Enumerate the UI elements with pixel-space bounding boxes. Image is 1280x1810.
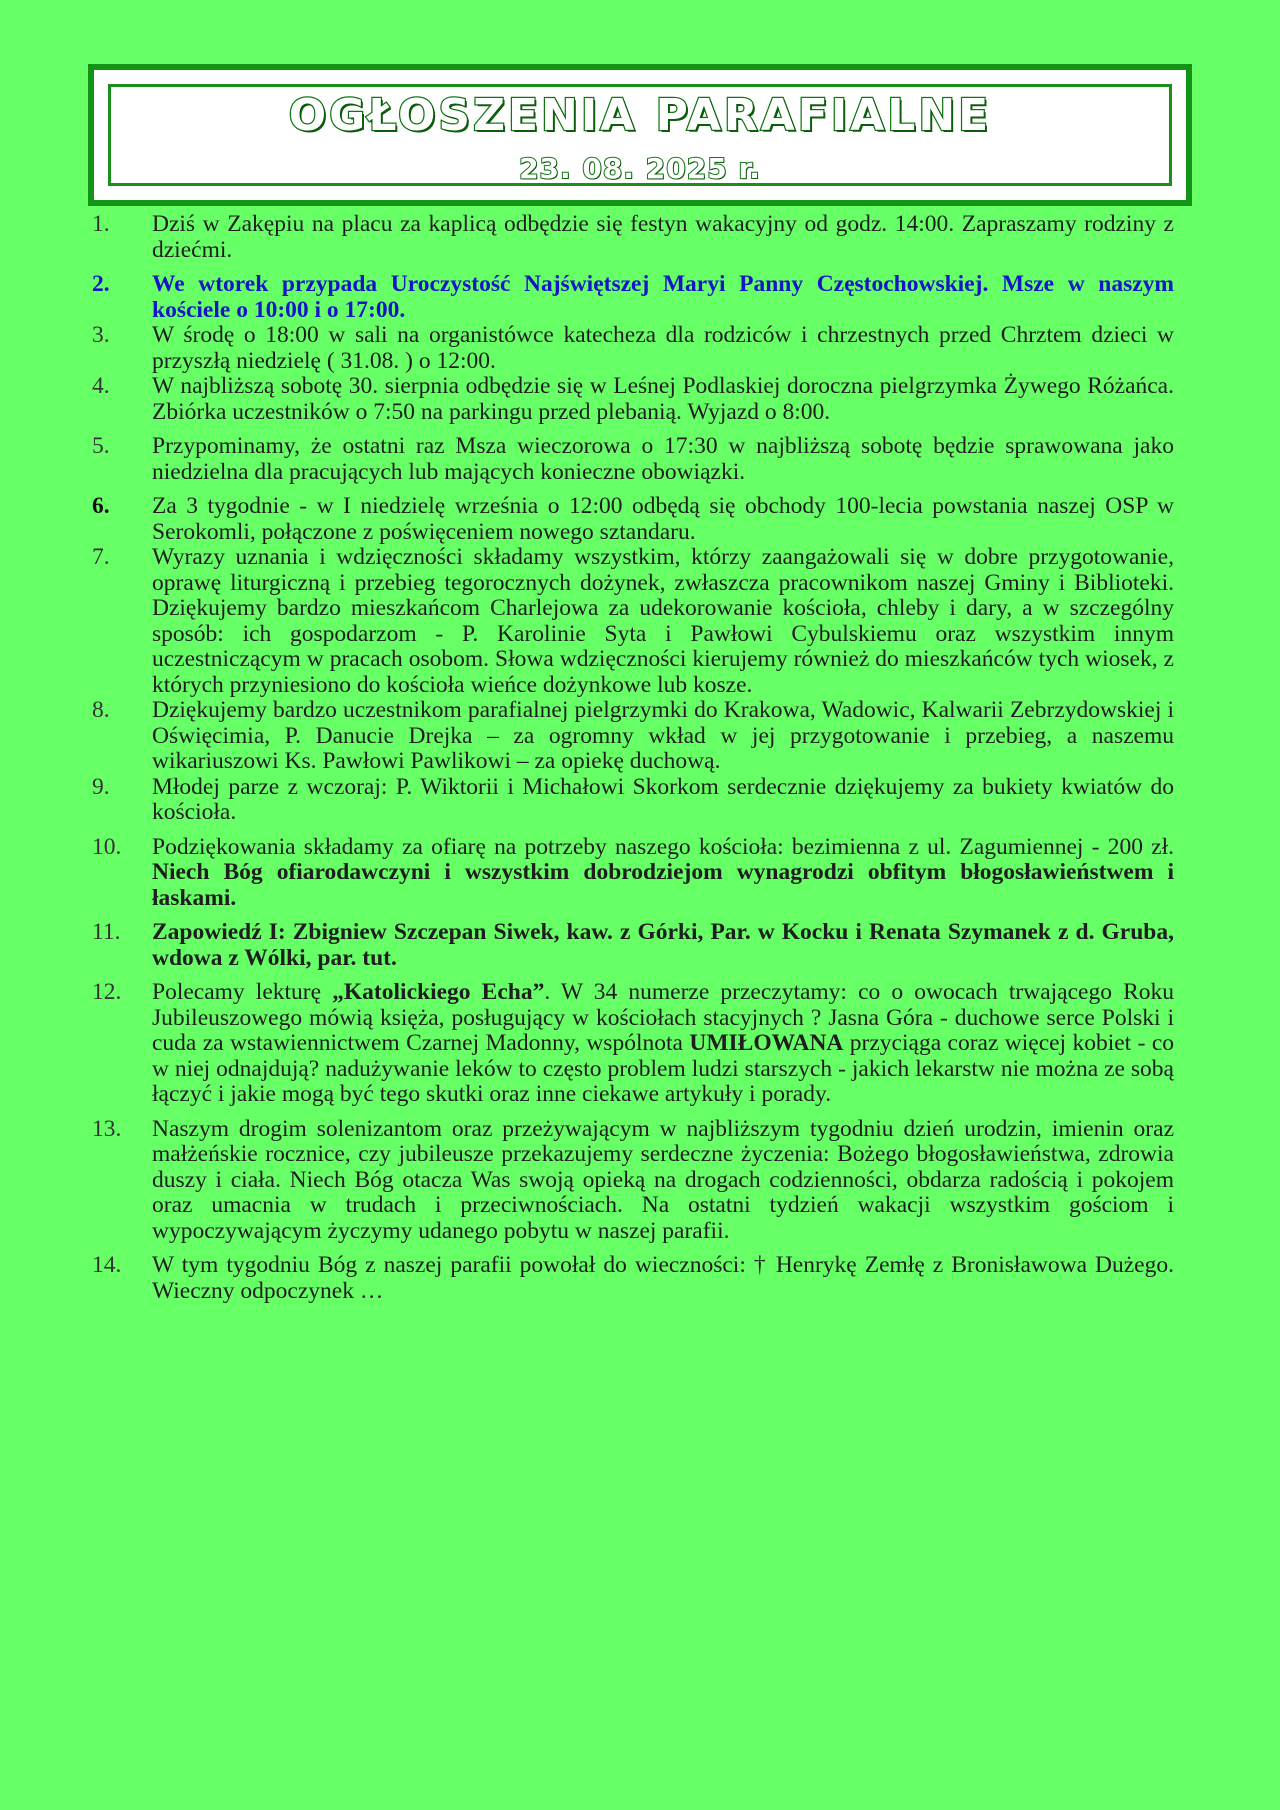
list-item xyxy=(92,323,1174,374)
list-item xyxy=(92,1253,1174,1304)
list-item xyxy=(92,920,1174,971)
item-text: Zapowiedź I: Zbigniew Szczepan Siwek, kaw. z Górki, Par. w Kocku i Renata Szymanek z d. Gruba, wdowa z Wólki, par. tut. xyxy=(152,919,1174,971)
item-text xyxy=(152,835,1174,912)
page-title: OGŁOSZENIA PARAFIALNE xyxy=(288,90,992,141)
item-text: Za 3 tygodnie - w I niedzielę września o 12:00 odbędą się obchody 100-lecia powstania naszej OSP w Serokomli, połączone z poświęceniem nowego sztandaru. xyxy=(152,493,1174,545)
item-number: 2. xyxy=(92,271,110,297)
item-number: 8. xyxy=(92,697,110,723)
list-item xyxy=(92,775,1174,826)
item-text-part: Polecamy lekturę xyxy=(152,979,333,1005)
item-number: 10. xyxy=(92,833,122,860)
list-item xyxy=(92,374,1174,425)
item-text-part: . W 34 numerze przeczytamy: co o owocach trwającego Roku Jubileuszowego mówią księża, posługujący w kościołach stacyjnych ? Jasna Góra - duchowe serce Polski i cuda za wstawiennictwem Czarnej Madonny, wspólnota xyxy=(152,979,1174,1056)
item-number: 14. xyxy=(92,1252,122,1278)
item-text: W tym tygodniu Bóg z naszej parafii powołał do wieczności: † Henrykę Zemłę z Bronisławowa Dużego. Wieczny odpoczynek … xyxy=(152,1252,1174,1304)
item-text: Naszym drogim solenizantom oraz przeżywającym w najbliższym tygodniu dzień urodzin, imienin oraz małżeńskie rocznice, czy jubileusze przekazujemy serdeczne życzenia: Bożego błogosławieństwa, zdrowia duszy i ciała. Niech Bóg otacza Was swoją opieką na drogach codzienności, obdarza radością i pokojem oraz umacnia w trudach i przeciwnościach. Na ostatni tydzień wakacji wszystkim gościom i wypoczywającym życzymy udanego pobytu w naszej parafii. xyxy=(152,1115,1174,1244)
item-text xyxy=(152,980,1174,1108)
list-item xyxy=(92,980,1174,1108)
item-number: 13. xyxy=(92,1115,122,1142)
item-text-bold: „Katolickiego Echa” xyxy=(332,979,545,1005)
list-item xyxy=(92,272,1174,323)
item-text-part: przyciąga coraz więcej kobiet - co w niej odnajdują? nadużywanie leków to często problem ludzi starszych - jakich lekarstw nie można ze sobą łączyć i jakie mogą być tego skutki oraz inne ciekawe artykuły i porady. xyxy=(152,1030,1175,1107)
item-text-part: Podziękowania składamy za ofiarę na potrzeby naszego kościoła: bezimienna z ul. Zagumiennej - 200 zł. xyxy=(152,833,1174,860)
list-item xyxy=(92,494,1174,545)
page-date: 23. 08. 2025 r. xyxy=(519,152,761,185)
list-item xyxy=(92,835,1174,912)
item-text: Młodej parze z wczoraj: P. Wiktorii i Michałowi Skorkom serdecznie dziękujemy za bukiety kwiatów do kościoła. xyxy=(152,773,1174,825)
item-number: 3. xyxy=(92,322,110,348)
item-text-bold: Niech Bóg ofiarodawczyni i wszystkim dobrodziejom wynagrodzi obfitym błogosławieństwem i łaskami. xyxy=(152,859,1174,911)
list-item xyxy=(92,434,1174,485)
item-text: Wyrazy uznania i wdzięczności składamy wszystkim, którzy zaangażowali się w dobre przygotowanie, oprawę liturgiczną i przebieg tegorocznych dożynek, zwłaszcza pracownikom naszej Gminy i Biblioteki. Dziękujemy bardzo mieszkańcom Charlejowa za udekorowanie kościoła, chleby i dary, a w szczególny sposób: ich gospodarzom - P. Karolinie Syta i Pawłowi Cybulskiemu oraz wszystkim innym uczestniczącym w pracach osobom. Słowa wdzięczności kierujemy również do mieszkańców tych wiosek, z których przyniesiono do kościoła wieńce dożynkowe lub kosze. xyxy=(152,544,1174,698)
item-number: 11. xyxy=(92,919,121,945)
item-text: Dziękujemy bardzo uczestnikom parafialnej pielgrzymki do Krakowa, Wadowic, Kalwarii Zebrzydowskiej i Oświęcimia, P. Danucie Drejka – za ogromny wkład w jej przygotowanie i przebieg, a naszemu wikariuszowi Ks. Pawłowi Pawlikowi – za opiekę duchową. xyxy=(152,697,1174,774)
item-number: 5. xyxy=(92,433,110,459)
list-item xyxy=(92,1117,1174,1245)
item-number: 7. xyxy=(92,544,110,570)
item-text-bold: UMIŁOWANA xyxy=(689,1030,844,1056)
list-item xyxy=(92,545,1174,698)
list-item xyxy=(92,698,1174,775)
announcement-list xyxy=(92,212,1174,1304)
item-text: Przypominamy, że ostatni raz Msza wieczorowa o 17:30 w najbliższą sobotę będzie sprawowana jako niedzielna dla pracujących lub mających konieczne obowiązki. xyxy=(152,433,1174,485)
header-box xyxy=(88,64,1192,206)
item-text: W środę o 18:00 w sali na organistówce katecheza dla rodziców i chrzestnych przed Chrztem dzieci w przyszłą niedzielę ( 31.08. ) o 12:00. xyxy=(152,322,1174,374)
item-number: 1. xyxy=(92,211,110,237)
item-text: Dziś w Zakępiu na placu za kaplicą odbędzie się festyn wakacyjny od godz. 14:00. Zapraszamy rodziny z dziećmi. xyxy=(152,211,1174,263)
item-number: 6. xyxy=(92,493,110,519)
item-text: W najbliższą sobotę 30. sierpnia odbędzie się w Leśnej Podlaskiej doroczna pielgrzymka Żywego Różańca. Zbiórka uczestników o 7:50 na parkingu przed plebanią. Wyjazd o 8:00. xyxy=(152,373,1174,425)
list-item xyxy=(92,212,1174,263)
item-number: 4. xyxy=(92,373,110,399)
item-text: We wtorek przypada Uroczystość Najświętszej Maryi Panny Częstochowskiej. Msze w naszym kościele o 10:00 i o 17:00. xyxy=(152,271,1174,323)
item-number: 9. xyxy=(92,773,110,800)
item-number: 12. xyxy=(92,979,122,1005)
